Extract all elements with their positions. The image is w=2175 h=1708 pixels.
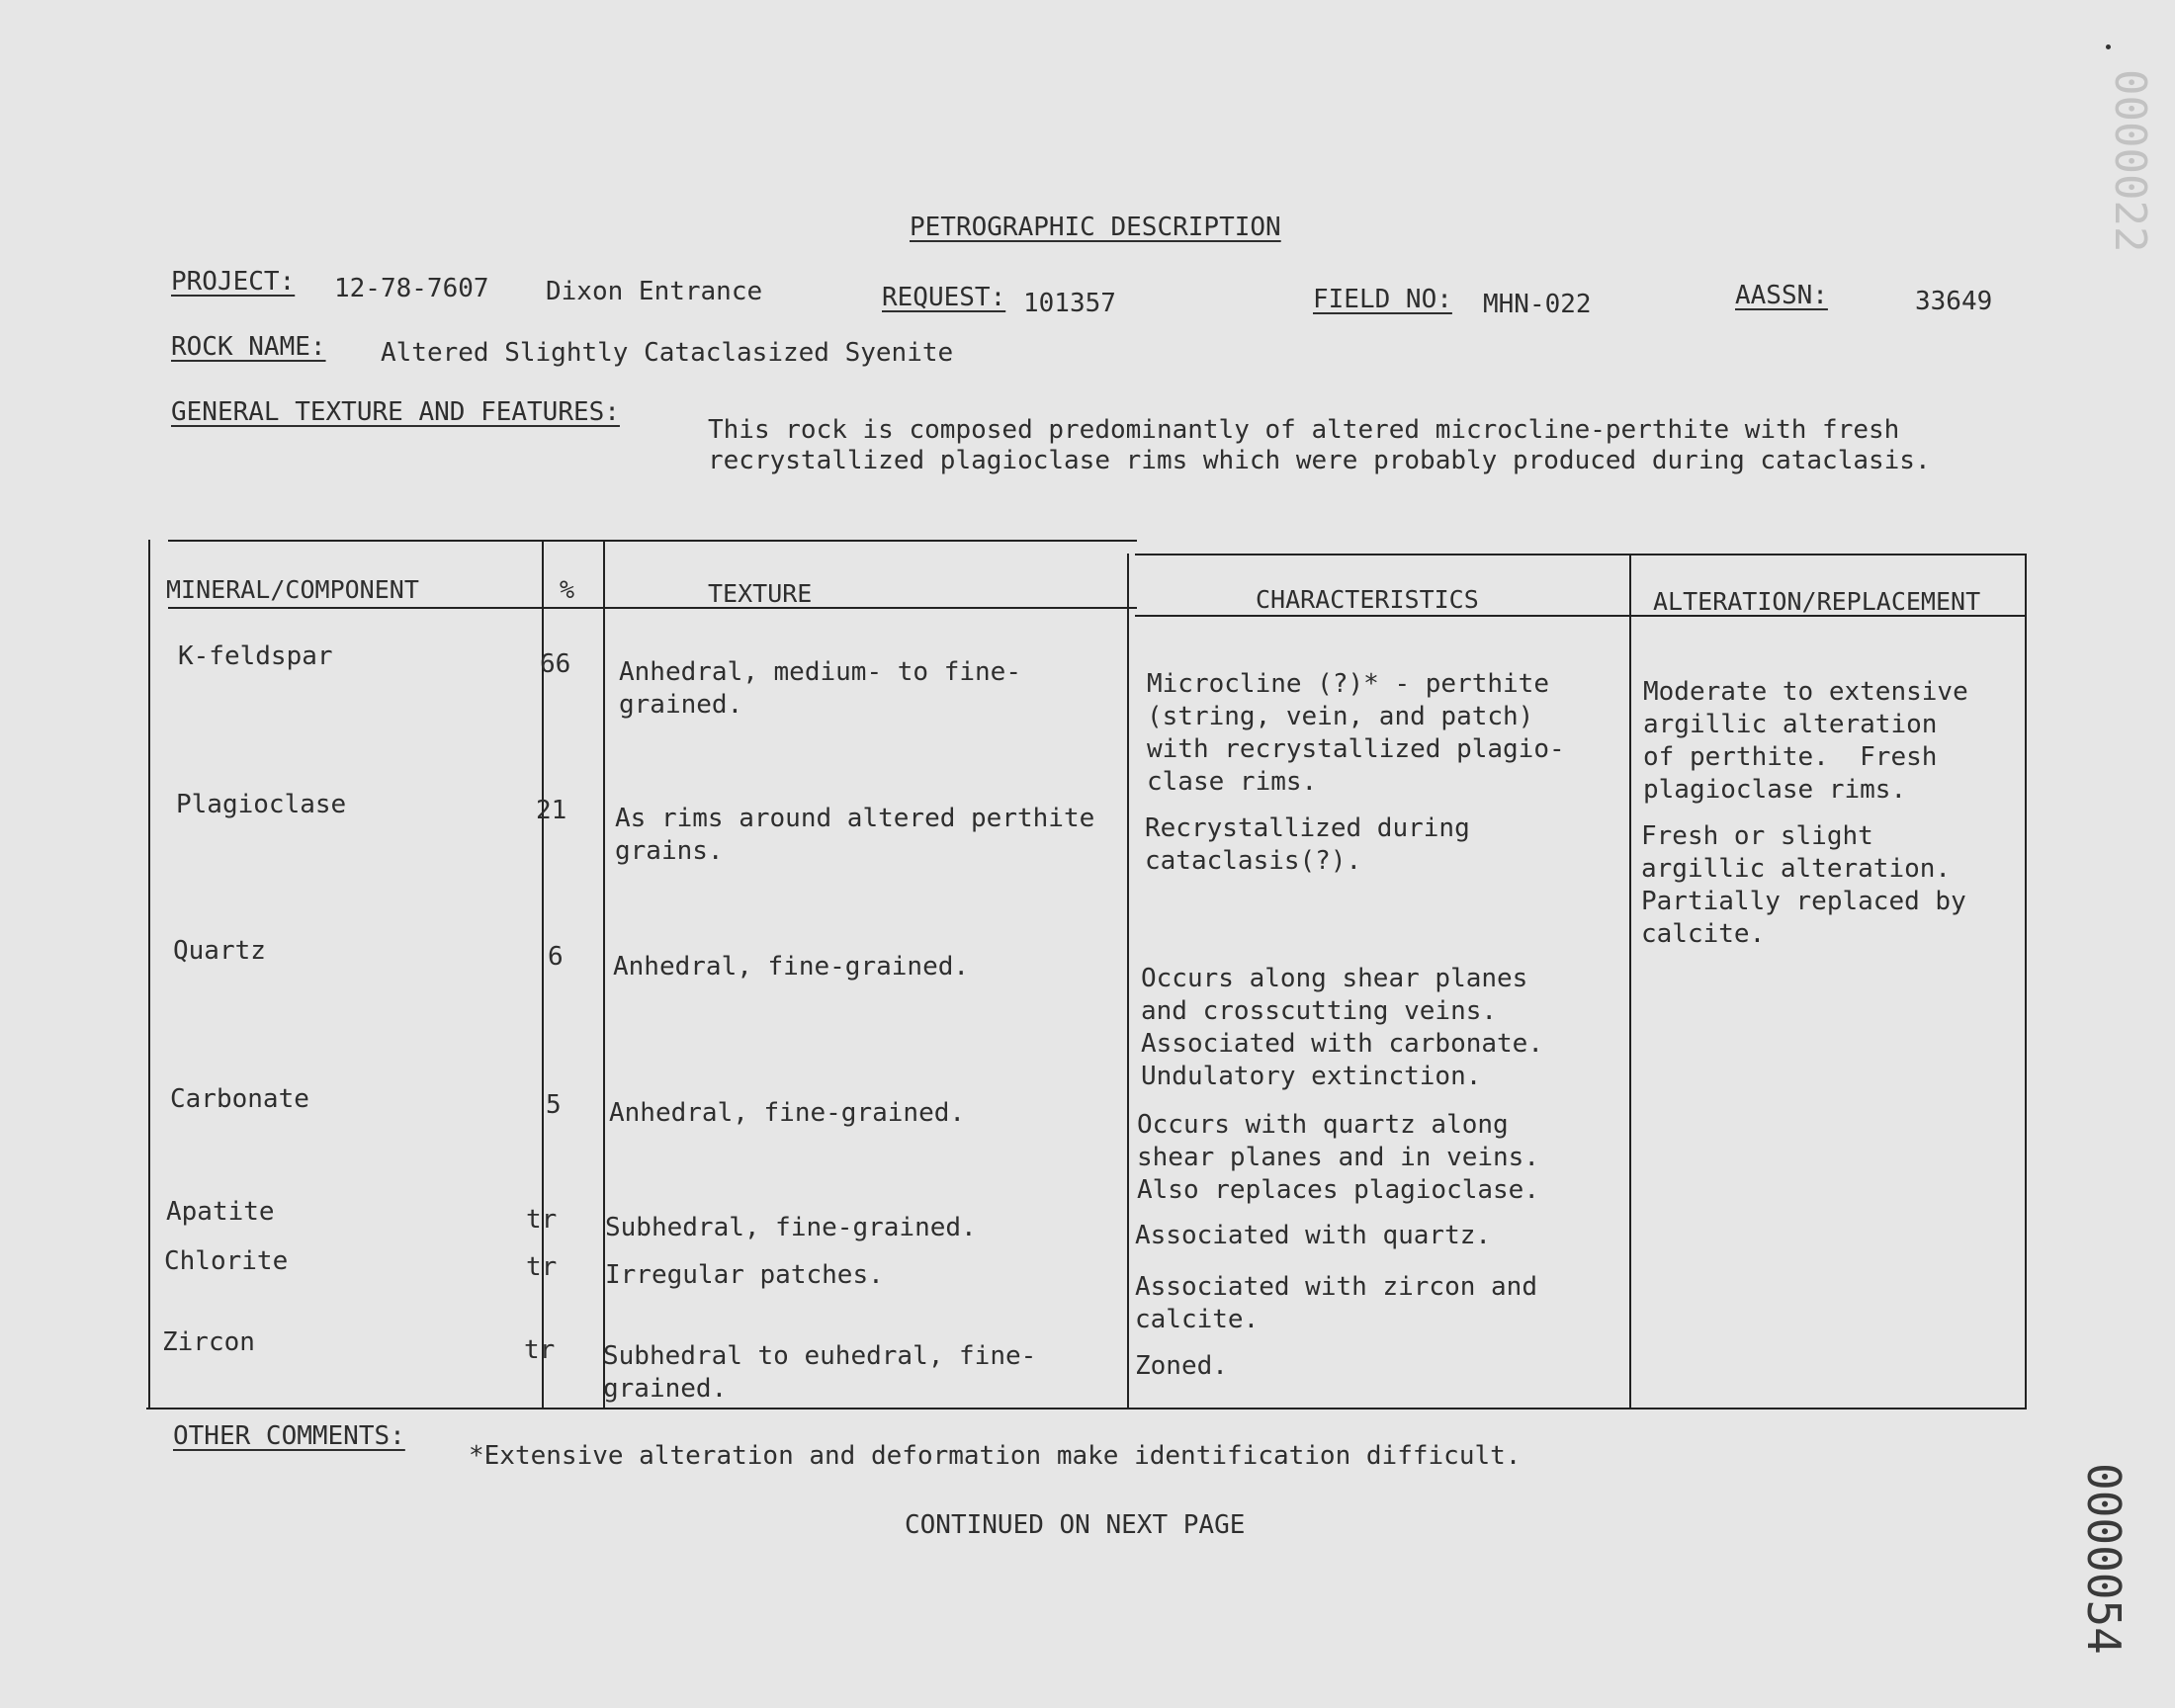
project-value: 12-78-7607 xyxy=(334,274,489,303)
row-chlorite-texture: Irregular patches. xyxy=(605,1260,884,1290)
request-value: 101357 xyxy=(1023,289,1116,318)
row-chlorite-percent: tr xyxy=(526,1252,558,1282)
row-quartz-characteristics: Occurs along shear planes and crosscutting veins. Associated with carbonate. Undulatory extinction. xyxy=(1141,964,1543,1091)
row-zircon-characteristics: Zoned. xyxy=(1135,1351,1228,1381)
header-characteristics: CHARACTERISTICS xyxy=(1256,585,1479,614)
row-quartz-texture: Anhedral, fine-grained. xyxy=(613,952,970,982)
other-comments-value: *Extensive alteration and deformation make identification difficult. xyxy=(469,1441,1522,1471)
alteration-note-plagioclase: Fresh or slight argillic alteration. Partially replaced by calcite. xyxy=(1641,821,1966,949)
row-quartz-mineral: Quartz xyxy=(173,936,266,966)
header-mineral: MINERAL/COMPONENT xyxy=(166,575,419,604)
row-chlorite-characteristics: Associated with zircon and calcite. xyxy=(1135,1272,1537,1334)
stamp-top: 0000022 xyxy=(2105,69,2155,253)
table-border-top-right xyxy=(1135,554,2027,555)
row-kfeldspar-mineral: K-feldspar xyxy=(178,641,333,671)
row-zircon-percent: tr xyxy=(524,1335,556,1365)
project-label: PROJECT: xyxy=(171,267,296,297)
row-kfeldspar-texture: Anhedral, medium- to fine- grained. xyxy=(619,657,1021,720)
col-divider-4 xyxy=(1629,554,1631,1409)
margin-dot xyxy=(2106,44,2111,49)
table-border-right xyxy=(2025,554,2027,1409)
row-quartz-percent: 6 xyxy=(548,942,564,972)
aassn-label: AASSN: xyxy=(1735,281,1828,310)
project-location: Dixon Entrance xyxy=(546,277,763,306)
general-texture-label: GENERAL TEXTURE AND FEATURES: xyxy=(171,397,620,427)
rock-name-label: ROCK NAME: xyxy=(171,332,326,362)
row-chlorite-mineral: Chlorite xyxy=(164,1246,289,1276)
col-divider-3 xyxy=(1127,554,1129,1409)
table-border-top-left xyxy=(168,540,1137,542)
row-carbonate-percent: 5 xyxy=(546,1090,562,1120)
row-plagioclase-mineral: Plagioclase xyxy=(176,790,347,819)
header-separator-left xyxy=(168,607,1137,609)
row-apatite-characteristics: Associated with quartz. xyxy=(1135,1221,1492,1250)
request-label: REQUEST: xyxy=(882,283,1006,312)
row-plagioclase-percent: 21 xyxy=(536,796,567,825)
row-apatite-mineral: Apatite xyxy=(166,1197,275,1227)
row-carbonate-mineral: Carbonate xyxy=(170,1084,309,1114)
row-carbonate-characteristics: Occurs with quartz along shear planes and in veins. Also replaces plagioclase. xyxy=(1137,1110,1539,1205)
general-texture-line-1: This rock is composed predominantly of altered microcline-perthite with fresh xyxy=(708,415,1900,445)
document-title: PETROGRAPHIC DESCRIPTION xyxy=(910,213,1281,242)
row-zircon-texture: Subhedral to euhedral, fine- grained. xyxy=(603,1341,1037,1404)
row-apatite-percent: tr xyxy=(526,1205,558,1235)
field-no-label: FIELD NO: xyxy=(1313,285,1452,314)
header-texture: TEXTURE xyxy=(708,579,813,608)
table-border-bottom xyxy=(146,1408,2027,1409)
aassn-value: 33649 xyxy=(1915,287,1993,316)
row-carbonate-texture: Anhedral, fine-grained. xyxy=(609,1098,966,1128)
row-zircon-mineral: Zircon xyxy=(162,1327,255,1357)
other-comments-label: OTHER COMMENTS: xyxy=(173,1421,405,1451)
table-border-left xyxy=(148,540,150,1409)
alteration-note-kfeldspar: Moderate to extensive argillic alteration of perthite. Fresh plagioclase rims. xyxy=(1643,677,1968,805)
row-kfeldspar-percent: 66 xyxy=(540,649,571,679)
row-plagioclase-texture: As rims around altered perthite grains. xyxy=(615,804,1095,866)
header-alteration: ALTERATION/REPLACEMENT xyxy=(1653,587,1981,616)
row-kfeldspar-characteristics: Microcline (?)* - perthite (string, vein, and patch) with recrystallized plagio- clase rims. xyxy=(1147,669,1565,797)
field-no-value: MHN-022 xyxy=(1483,290,1592,319)
general-texture-line-2: recrystallized plagioclase rims which were probably produced during cataclasis. xyxy=(708,446,1931,475)
row-plagioclase-characteristics: Recrystallized during cataclasis(?). xyxy=(1145,813,1470,876)
continued-note: CONTINUED ON NEXT PAGE xyxy=(905,1510,1246,1540)
header-percent: % xyxy=(560,575,575,604)
rock-name-value: Altered Slightly Cataclasized Syenite xyxy=(381,338,954,368)
stamp-bottom: 0000054 xyxy=(2077,1463,2131,1655)
row-apatite-texture: Subhedral, fine-grained. xyxy=(605,1213,977,1242)
